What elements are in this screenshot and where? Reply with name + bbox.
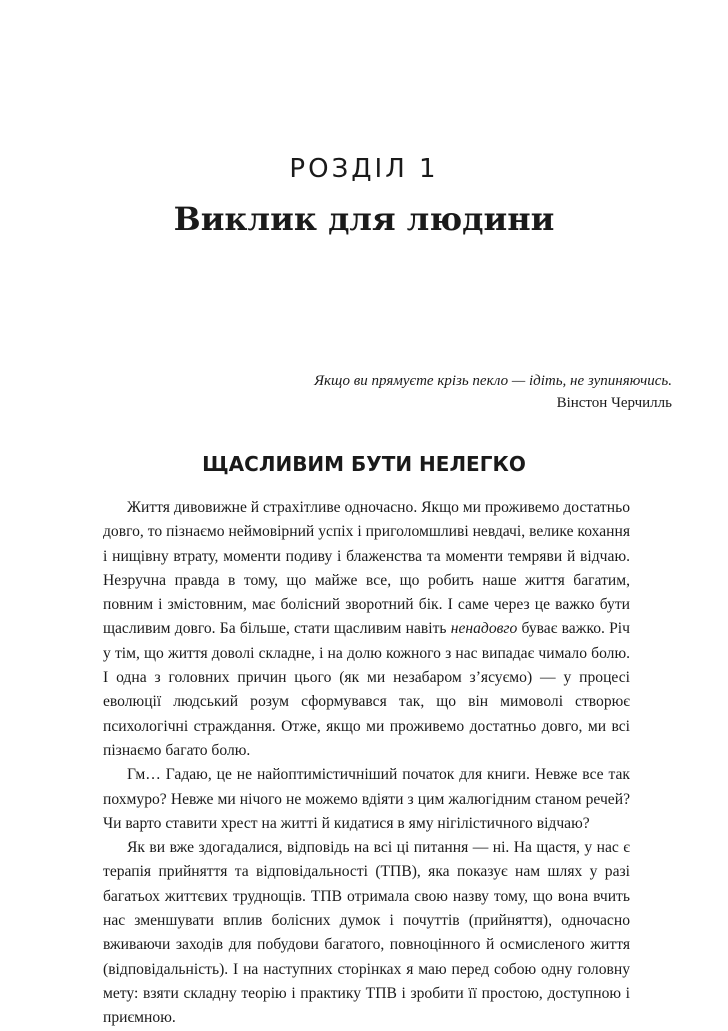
paragraph-3: Як ви вже здогадалися, відповідь на всі ці питання — ні. На щастя, у нас є терапія прийняття та відповідальності (ТПВ), яка показує нам шлях у разі багатьох життєвих труднощів. ТПВ отримала свою назву тому, що вона вчить нас зменшувати вплив болісних думок і почуттів (прийняття), одночасно вживаючи заходів для побудови багатого, повноцінного й осмисленого життя (відповідальність). І на наступних сторінках я маю перед собою одну головну мету: взяти складну теорію і практику ТПВ і зробити її простою, доступною і приємною. [103, 839, 630, 1027]
epigraph-quote: Якщо ви прямуєте крізь пекло — ідіть, не зупиняючись. [314, 373, 672, 389]
chapter-label: РОЗДІЛ 1 [289, 154, 439, 184]
paragraph-1-part-b: буває важко. Річ у тім, що життя доволі складне, і на долю кожного з нас випадає чимало болю. І одна з головних причин цього (як ми незабаром з’ясуємо) — у процесі еволюції людський розум сформувався так, що він мимоволі створює психологічні страждання. Отже, якщо ми проживемо достатньо довго, ми всі пізнаємо багато болю. [103, 620, 630, 759]
section-heading: ЩАСЛИВИМ БУТИ НЕЛЕГКО [202, 452, 526, 476]
body-text [103, 496, 630, 1031]
paragraph-1-emphasis: ненадовго [450, 620, 518, 638]
paragraph-1 [103, 496, 630, 763]
epigraph-author: Вінстон Черчилль [556, 395, 672, 411]
paragraph-2: Гм… Гадаю, це не найоптимістичніший початок для книги. Невже все так похмуро? Невже ми нічого не можемо вдіяти з цим жалюгідним станом речей? Чи варто ставити хрест на житті й кидатися в яму нігілістичного відчаю? [103, 766, 630, 832]
paragraph-1-part-a: Життя дивовижне й страхітливе одночасно. Якщо ми проживемо достатньо довго, то пізнаємо неймовірний успіх і приголомшливі невдачі, велике кохання і нищівну втрату, моменти подиву і блаженства та моменти темряви й відчаю. Незручна правда в тому, що майже все, що робить наше життя багатим, повним і змістовним, має болісний зворотний бік. І саме через це важко бути щасливим довго. Ба більше, стати щасливим навіть [103, 499, 630, 638]
epigraph [172, 370, 672, 414]
chapter-title: Виклик для людини [173, 200, 555, 238]
